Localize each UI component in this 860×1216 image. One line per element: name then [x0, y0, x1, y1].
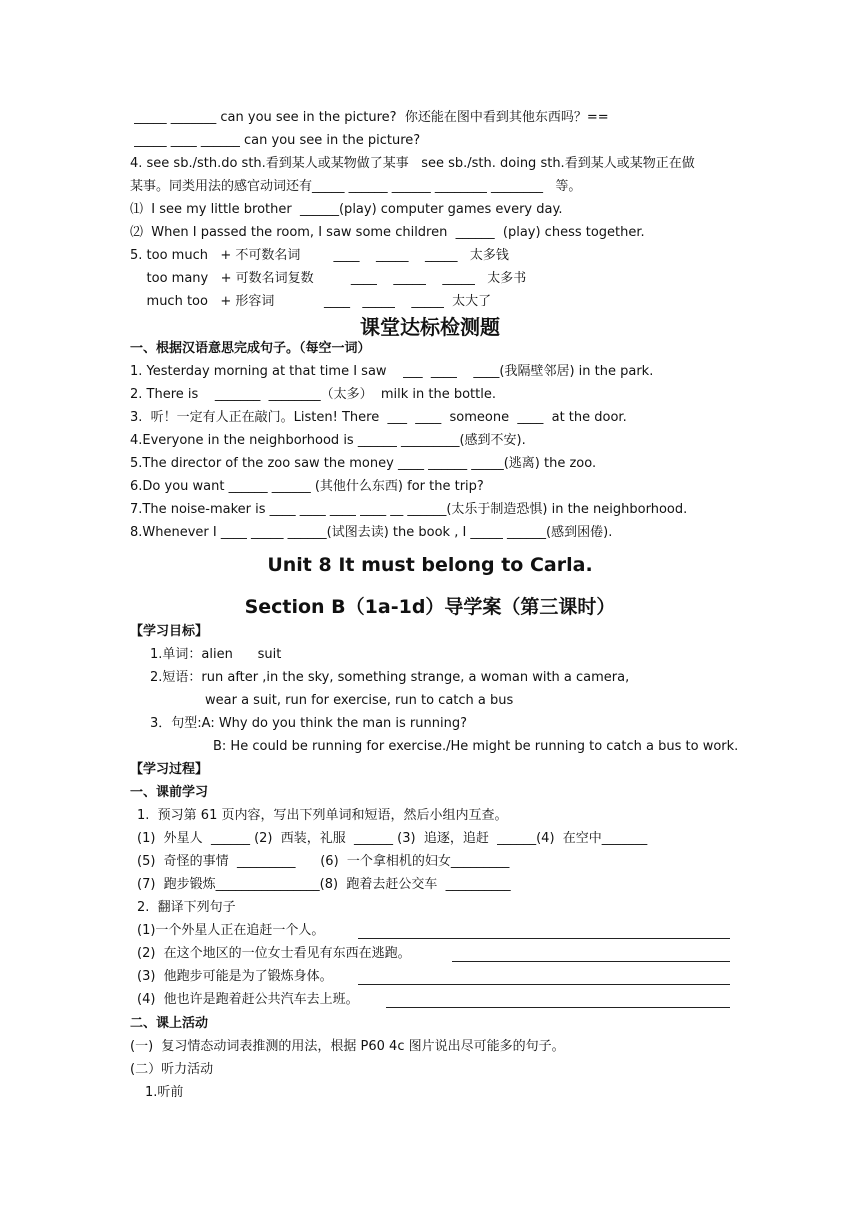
answer-line — [358, 938, 730, 939]
translate-sentence-4: (4) 他也许是跑着赶公共汽车去上班。 — [137, 992, 359, 1007]
intro-line-5: ⑴ I see my little brother ______(play) computer games every day. — [130, 202, 563, 217]
quiz-item: 4.Everyone in the neighborhood is ______ _________(感到不安). — [130, 433, 526, 448]
translate-sentence-3: (3) 他跑步可能是为了锻炼身体。 — [137, 969, 333, 984]
answer-line — [358, 984, 730, 985]
quiz-item: 5.The director of the zoo saw the money ____ ______ _____(逃离) the zoo. — [130, 456, 597, 471]
quiz-item: 2. There is _______ ________（太多） milk in the bottle. — [130, 387, 496, 402]
translate-sentence-1: (1)一个外星人正在追赶一个人。 — [137, 923, 325, 938]
intro-line-6: ⑵ When I passed the room, I saw some children ______ (play) chess together. — [130, 225, 645, 240]
quiz-heading: 一、根据汉语意思完成句子。（每空一词） — [130, 341, 371, 356]
quiz-item: 1. Yesterday morning at that time I saw ___ ____ ____(我隔壁邻居) in the park. — [130, 364, 654, 379]
in-class-heading: 二、课上活动 — [130, 1016, 209, 1031]
vocab-line-3: (7) 跑步锻炼________________(8) 跑着去赶公交车 __________ — [137, 877, 511, 892]
process-heading: 【学习过程】 — [130, 762, 209, 777]
preview-task: 1. 预习第 61 页内容，写出下列单词和短语，然后小组内互查。 — [137, 808, 508, 823]
goals-sentence-b: B: He could be running for exercise./He might be running to catch a bus to work. — [213, 739, 739, 754]
section-title: Section B（1a-1d）导学案（第三课时） — [244, 596, 616, 618]
quiz-item: 8.Whenever I ____ _____ ______(试图去读) the book , I _____ ______(感到困倦). — [130, 525, 613, 540]
intro-line-4: 某事。同类用法的感官动词还有_____ ______ ______ ________ ________ 等。 — [130, 179, 582, 194]
quiz-item: 6.Do you want ______ ______ (其他什么东西) for the trip? — [130, 479, 484, 494]
quiz-item: 3. 听！一定有人正在敲门。Listen! There ___ ____ someone ____ at the door. — [130, 410, 627, 425]
intro-line-2: _____ ____ ______ can you see in the picture? — [130, 133, 421, 148]
goals-sentence-a: 3．句型:A: Why do you think the man is running? — [150, 716, 468, 731]
pre-class-heading: 一、课前学习 — [130, 785, 209, 800]
intro-line-7: 5. too much + 不可数名词 ____ _____ _____ 太多钱 — [130, 248, 509, 263]
vocab-line-2: (5) 奇怪的事情 _________ (6) 一个拿相机的妇女_________ — [137, 854, 510, 869]
goals-words: 1.单词：alien suit — [150, 647, 282, 662]
intro-line-8: too many + 可数名词复数 ____ _____ _____ 太多书 — [130, 271, 527, 286]
answer-line — [386, 1007, 730, 1008]
activity-2-step-1: 1.听前 — [145, 1085, 184, 1100]
goals-phrases-cont: wear a suit, run for exercise, run to catch a bus — [205, 693, 514, 708]
activity-1: (一) 复习情态动词表推测的用法，根据 P60 4c 图片说出尽可能多的句子。 — [130, 1039, 565, 1054]
goals-heading: 【学习目标】 — [130, 624, 209, 639]
activity-2: (二）听力活动 — [130, 1062, 214, 1077]
intro-line-3: 4. see sb./sth.do sth.看到某人或某物做了某事 see sb./sth. doing sth.看到某人或某物正在做 — [130, 156, 695, 171]
translate-task: 2. 翻译下列句子 — [137, 900, 236, 915]
goals-phrases: 2.短语：run after ,in the sky, something strange, a woman with a camera, — [150, 670, 630, 685]
translate-sentence-2: (2) 在这个地区的一位女士看见有东西在逃跑。 — [137, 946, 411, 961]
quiz-item: 7.The noise-maker is ____ ____ ____ ____ __ ______(太乐于制造恐惧) in the neighborhood. — [130, 502, 688, 517]
intro-line-1: _____ _______ can you see in the picture? 你还能在图中看到其他东西吗？== — [130, 110, 609, 125]
quiz-title: 课堂达标检测题 — [360, 315, 500, 339]
unit-title: Unit 8 It must belong to Carla. — [267, 554, 593, 576]
answer-line — [452, 961, 730, 962]
intro-line-9: much too + 形容词 ____ _____ _____ 太大了 — [130, 294, 492, 309]
vocab-line-1: (1) 外星人 ______ (2) 西装，礼服 ______ (3) 追逐，追赶 ______(4) 在空中_______ — [137, 831, 648, 846]
